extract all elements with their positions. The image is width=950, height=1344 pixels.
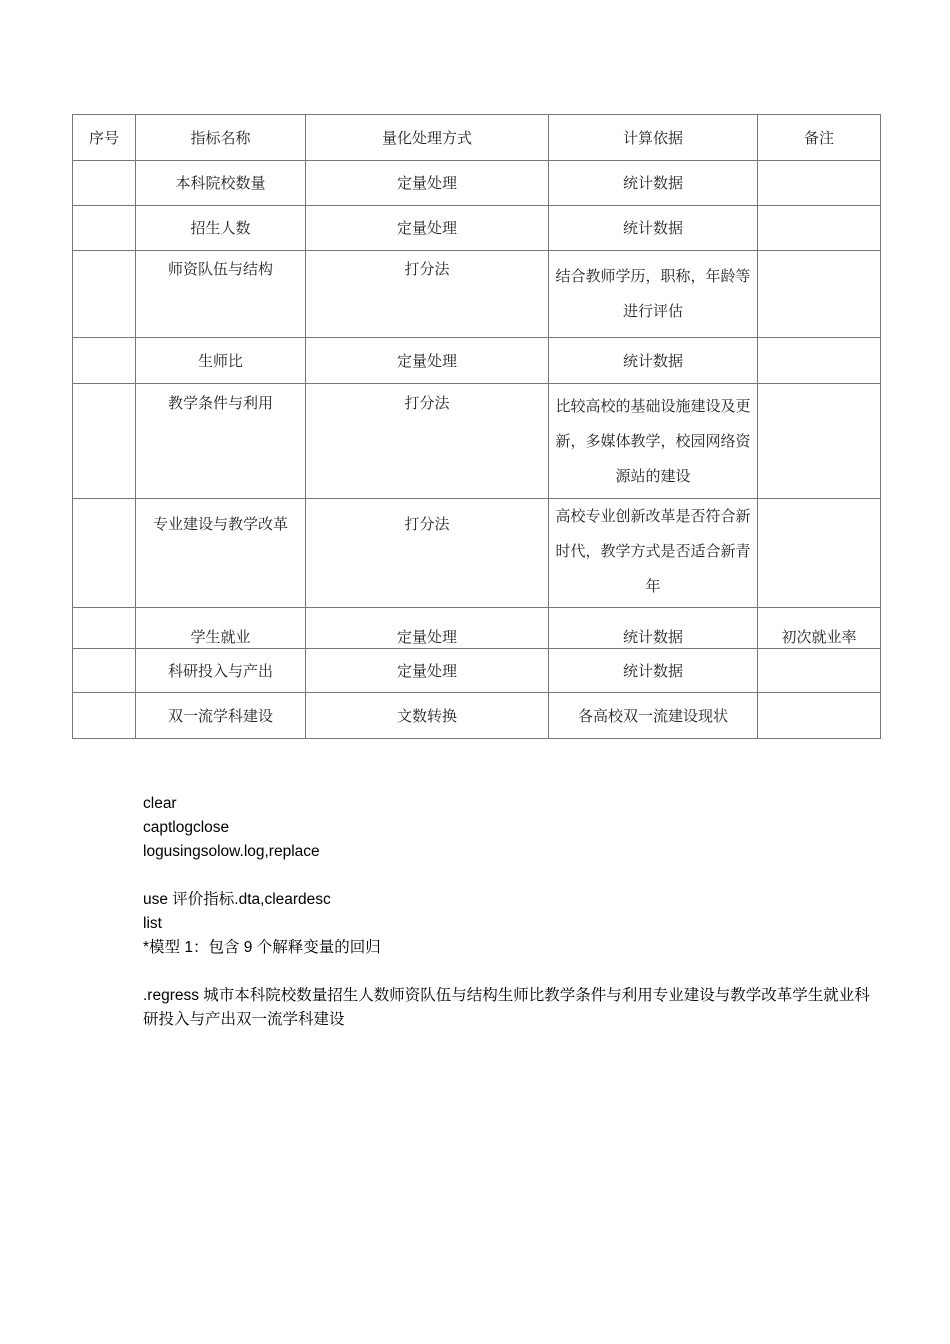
cell-note bbox=[758, 251, 881, 338]
cell-basis: 结合教师学历，职称，年龄等进行评估 bbox=[549, 251, 758, 338]
cell-method: 打分法 bbox=[306, 251, 549, 338]
cell-basis: 各高校双一流建设现状 bbox=[549, 693, 758, 739]
code-comment: *模型 1：包含 9 个解释变量的回归 bbox=[143, 939, 381, 956]
code-line: list bbox=[143, 915, 162, 932]
table-row bbox=[73, 338, 881, 384]
table-row bbox=[73, 206, 881, 251]
cell-method: 定量处理 bbox=[306, 338, 549, 384]
cell-name: 生师比 bbox=[136, 338, 306, 384]
cell-basis: 统计数据 bbox=[549, 338, 758, 384]
table-row bbox=[73, 693, 881, 739]
cell-name: 科研投入与产出 bbox=[136, 649, 306, 693]
cell-method: 文数转换 bbox=[306, 693, 549, 739]
cell-name: 本科院校数量 bbox=[136, 161, 306, 206]
cell-name: 学生就业 bbox=[136, 608, 306, 649]
table-row bbox=[73, 608, 881, 649]
cell-no bbox=[73, 649, 136, 693]
cell-method: 打分法 bbox=[306, 499, 549, 608]
table-row bbox=[73, 251, 881, 338]
cell-basis: 高校专业创新改革是否符合新时代，教学方式是否适合新青年 bbox=[549, 499, 758, 608]
header-note: 备注 bbox=[758, 115, 881, 161]
cell-method: 定量处理 bbox=[306, 649, 549, 693]
table-row bbox=[73, 649, 881, 693]
cell-no bbox=[73, 608, 136, 649]
cell-note: 初次就业率 bbox=[758, 608, 881, 649]
stata-code-block bbox=[143, 792, 873, 1032]
header-method: 量化处理方式 bbox=[306, 115, 549, 161]
code-line: clear bbox=[143, 795, 177, 812]
cell-no bbox=[73, 693, 136, 739]
code-line: captlogclose bbox=[143, 819, 230, 836]
cell-basis: 统计数据 bbox=[549, 608, 758, 649]
regress-command: .regress 城市本科院校数量招生人数师资队伍与结构生师比教学条件与利用专业建设与教学改革学生就业科研投入与产出双一流学科建设 bbox=[143, 987, 870, 1028]
header-basis: 计算依据 bbox=[549, 115, 758, 161]
cell-method: 打分法 bbox=[306, 384, 549, 499]
cell-no bbox=[73, 499, 136, 608]
table-row bbox=[73, 499, 881, 608]
cell-note bbox=[758, 649, 881, 693]
header-no: 序号 bbox=[73, 115, 136, 161]
cell-no bbox=[73, 206, 136, 251]
cell-note bbox=[758, 499, 881, 608]
blank-line bbox=[143, 960, 873, 984]
cell-name: 招生人数 bbox=[136, 206, 306, 251]
cell-basis: 比较高校的基础设施建设及更新，多媒体教学，校园网络资源站的建设 bbox=[549, 384, 758, 499]
cell-name: 专业建设与教学改革 bbox=[136, 499, 306, 608]
cell-no bbox=[73, 384, 136, 499]
indicator-table bbox=[72, 114, 881, 739]
cell-no bbox=[73, 251, 136, 338]
cell-name: 师资队伍与结构 bbox=[136, 251, 306, 338]
cell-note bbox=[758, 161, 881, 206]
table-row bbox=[73, 161, 881, 206]
table-row bbox=[73, 384, 881, 499]
code-line: logusingsolow.log,replace bbox=[143, 843, 320, 860]
cell-no bbox=[73, 338, 136, 384]
code-line: use 评价指标.dta,cleardesc bbox=[143, 891, 331, 908]
cell-note bbox=[758, 206, 881, 251]
cell-basis: 统计数据 bbox=[549, 161, 758, 206]
cell-basis: 统计数据 bbox=[549, 206, 758, 251]
cell-note bbox=[758, 384, 881, 499]
cell-note bbox=[758, 693, 881, 739]
cell-method: 定量处理 bbox=[306, 206, 549, 251]
cell-name: 教学条件与利用 bbox=[136, 384, 306, 499]
cell-name: 双一流学科建设 bbox=[136, 693, 306, 739]
cell-no bbox=[73, 161, 136, 206]
cell-method: 定量处理 bbox=[306, 608, 549, 649]
blank-line bbox=[143, 864, 873, 888]
cell-basis: 统计数据 bbox=[549, 649, 758, 693]
header-name: 指标名称 bbox=[136, 115, 306, 161]
cell-method: 定量处理 bbox=[306, 161, 549, 206]
table-header-row bbox=[73, 115, 881, 161]
cell-note bbox=[758, 338, 881, 384]
